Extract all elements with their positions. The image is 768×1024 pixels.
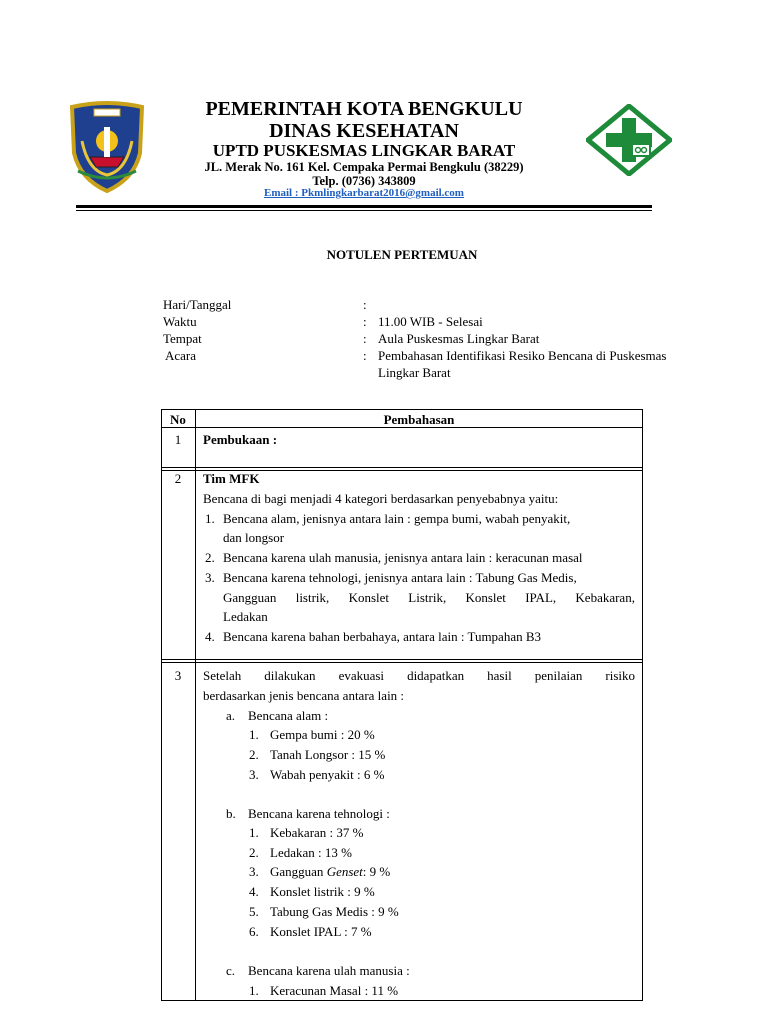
word: Listrik, bbox=[408, 590, 447, 605]
sub-item-italic: Genset bbox=[326, 864, 363, 879]
table-header-content: Pembahasan bbox=[383, 412, 455, 427]
table-border-bottom bbox=[161, 1000, 643, 1001]
info-value-time: 11.00 WIB - Selesai bbox=[378, 314, 483, 329]
header-rule-thin bbox=[76, 210, 652, 211]
word: Konslet bbox=[348, 590, 390, 605]
header-unit: UPTD PUSKESMAS LINGKAR BARAT bbox=[212, 141, 516, 160]
sub-item-genset bbox=[270, 864, 390, 880]
list-number: 2. bbox=[205, 550, 215, 565]
info-value-agenda-cont: Lingkar Barat bbox=[378, 365, 451, 380]
group-label: Bencana karena ulah manusia : bbox=[248, 963, 410, 978]
word: risiko bbox=[605, 668, 635, 683]
sub-item: Konslet IPAL : 7 % bbox=[270, 924, 372, 939]
row-intro-justified bbox=[203, 668, 635, 684]
puskesmas-logo bbox=[586, 104, 672, 176]
sub-item: Kebakaran : 37 % bbox=[270, 825, 364, 840]
sub-number: 1. bbox=[249, 825, 259, 840]
row-number: 2 bbox=[174, 471, 182, 486]
list-number: 3. bbox=[205, 570, 215, 585]
word: Gangguan bbox=[223, 590, 277, 605]
info-colon: : bbox=[363, 331, 367, 346]
word: hasil bbox=[487, 668, 512, 683]
row-intro: Bencana di bagi menjadi 4 kategori berdasarkan penyebabnya yaitu: bbox=[203, 491, 559, 506]
word: penilaian bbox=[534, 668, 583, 683]
header-email-link[interactable]: Email : Pkmlingkarbarat2016@gmail.com bbox=[264, 187, 464, 199]
group-letter: a. bbox=[226, 708, 236, 723]
sub-item: Gempa bumi : 20 % bbox=[270, 727, 375, 742]
row-intro-cont: berdasarkan jenis bencana antara lain : bbox=[203, 688, 405, 703]
table-row-divider bbox=[161, 659, 643, 660]
list-number: 1. bbox=[205, 511, 215, 526]
info-value-agenda: Pembahasan Identifikasi Resiko Bencana di Puskesmas bbox=[378, 348, 667, 363]
info-label-time: Waktu bbox=[163, 314, 197, 329]
info-colon: : bbox=[363, 314, 367, 329]
table-border-left bbox=[161, 409, 162, 1000]
list-item: Bencana alam, jenisnya antara lain : gempa bumi, wabah penyakit, bbox=[223, 511, 571, 526]
list-item: Bencana karena bahan berbahaya, antara lain : Tumpahan B3 bbox=[223, 629, 542, 644]
document-title: NOTULEN PERTEMUAN bbox=[326, 247, 478, 262]
word: Konslet bbox=[465, 590, 506, 605]
row-title-opening: Pembukaan : bbox=[203, 432, 278, 447]
word: IPAL, bbox=[525, 590, 557, 605]
sub-number: 2. bbox=[249, 747, 259, 762]
sub-item: Wabah penyakit : 6 % bbox=[270, 767, 385, 782]
header-department: DINAS KESEHATAN bbox=[269, 120, 459, 142]
table-column-divider bbox=[195, 409, 196, 1000]
sub-number: 5. bbox=[249, 904, 259, 919]
sub-item: Tabung Gas Medis : 9 % bbox=[270, 904, 399, 919]
word: Setelah bbox=[203, 668, 242, 683]
info-value-place: Aula Puskesmas Lingkar Barat bbox=[378, 331, 540, 346]
info-colon: : bbox=[363, 348, 367, 363]
list-item-cont-justified bbox=[223, 590, 635, 606]
word: listrik, bbox=[295, 590, 330, 605]
list-number: 4. bbox=[205, 629, 215, 644]
sub-number: 1. bbox=[249, 727, 259, 742]
header-address: JL. Merak No. 161 Kel. Cempaka Permai Bengkulu (38229) bbox=[204, 160, 524, 174]
word: didapatkan bbox=[407, 668, 465, 683]
sub-item-post: : 9 % bbox=[362, 864, 391, 879]
info-label-place: Tempat bbox=[163, 331, 202, 346]
table-row-divider bbox=[161, 467, 643, 468]
sub-item: Konslet listrik : 9 % bbox=[270, 884, 375, 899]
row-number: 3 bbox=[174, 668, 182, 683]
header-rule-thick bbox=[76, 205, 652, 208]
info-label-day: Hari/Tanggal bbox=[163, 297, 232, 312]
list-item-cont: Ledakan bbox=[223, 609, 268, 624]
list-item-cont: dan longsor bbox=[223, 530, 285, 545]
word: Kebakaran, bbox=[575, 590, 635, 605]
sub-number: 3. bbox=[249, 767, 259, 782]
group-letter: b. bbox=[226, 806, 236, 821]
row-number: 1 bbox=[174, 432, 182, 447]
table-header-no: No bbox=[170, 412, 186, 427]
table-row-divider bbox=[161, 662, 643, 663]
info-colon: : bbox=[363, 297, 367, 312]
row-title-mfk: Tim MFK bbox=[203, 471, 260, 486]
bengkulu-emblem-logo bbox=[68, 101, 146, 193]
list-item: Bencana karena tehnologi, jenisnya antara lain : Tabung Gas Medis, bbox=[223, 570, 577, 585]
group-label: Bencana alam : bbox=[248, 708, 329, 723]
table-border-right bbox=[642, 409, 643, 1000]
sub-item-pre: Gangguan bbox=[270, 864, 327, 879]
group-label: Bencana karena tehnologi : bbox=[248, 806, 390, 821]
list-item: Bencana karena ulah manusia, jenisnya antara lain : keracunan masal bbox=[223, 550, 583, 565]
word: evakuasi bbox=[338, 668, 385, 683]
sub-number: 2. bbox=[249, 845, 259, 860]
word: dilakukan bbox=[264, 668, 316, 683]
info-label-agenda: Acara bbox=[165, 348, 197, 363]
sub-item: Keracunan Masal : 11 % bbox=[270, 983, 399, 998]
sub-number: 4. bbox=[249, 884, 259, 899]
sub-item: Tanah Longsor : 15 % bbox=[270, 747, 386, 762]
table-border-top bbox=[161, 409, 643, 410]
header-phone: Telp. (0736) 343809 bbox=[312, 174, 416, 188]
group-letter: c. bbox=[226, 963, 236, 978]
sub-number: 3. bbox=[249, 864, 259, 879]
sub-item: Ledakan : 13 % bbox=[270, 845, 352, 860]
header-government: PEMERINTAH KOTA BENGKULU bbox=[205, 98, 523, 120]
sub-number: 1. bbox=[249, 983, 259, 998]
sub-number: 6. bbox=[249, 924, 259, 939]
